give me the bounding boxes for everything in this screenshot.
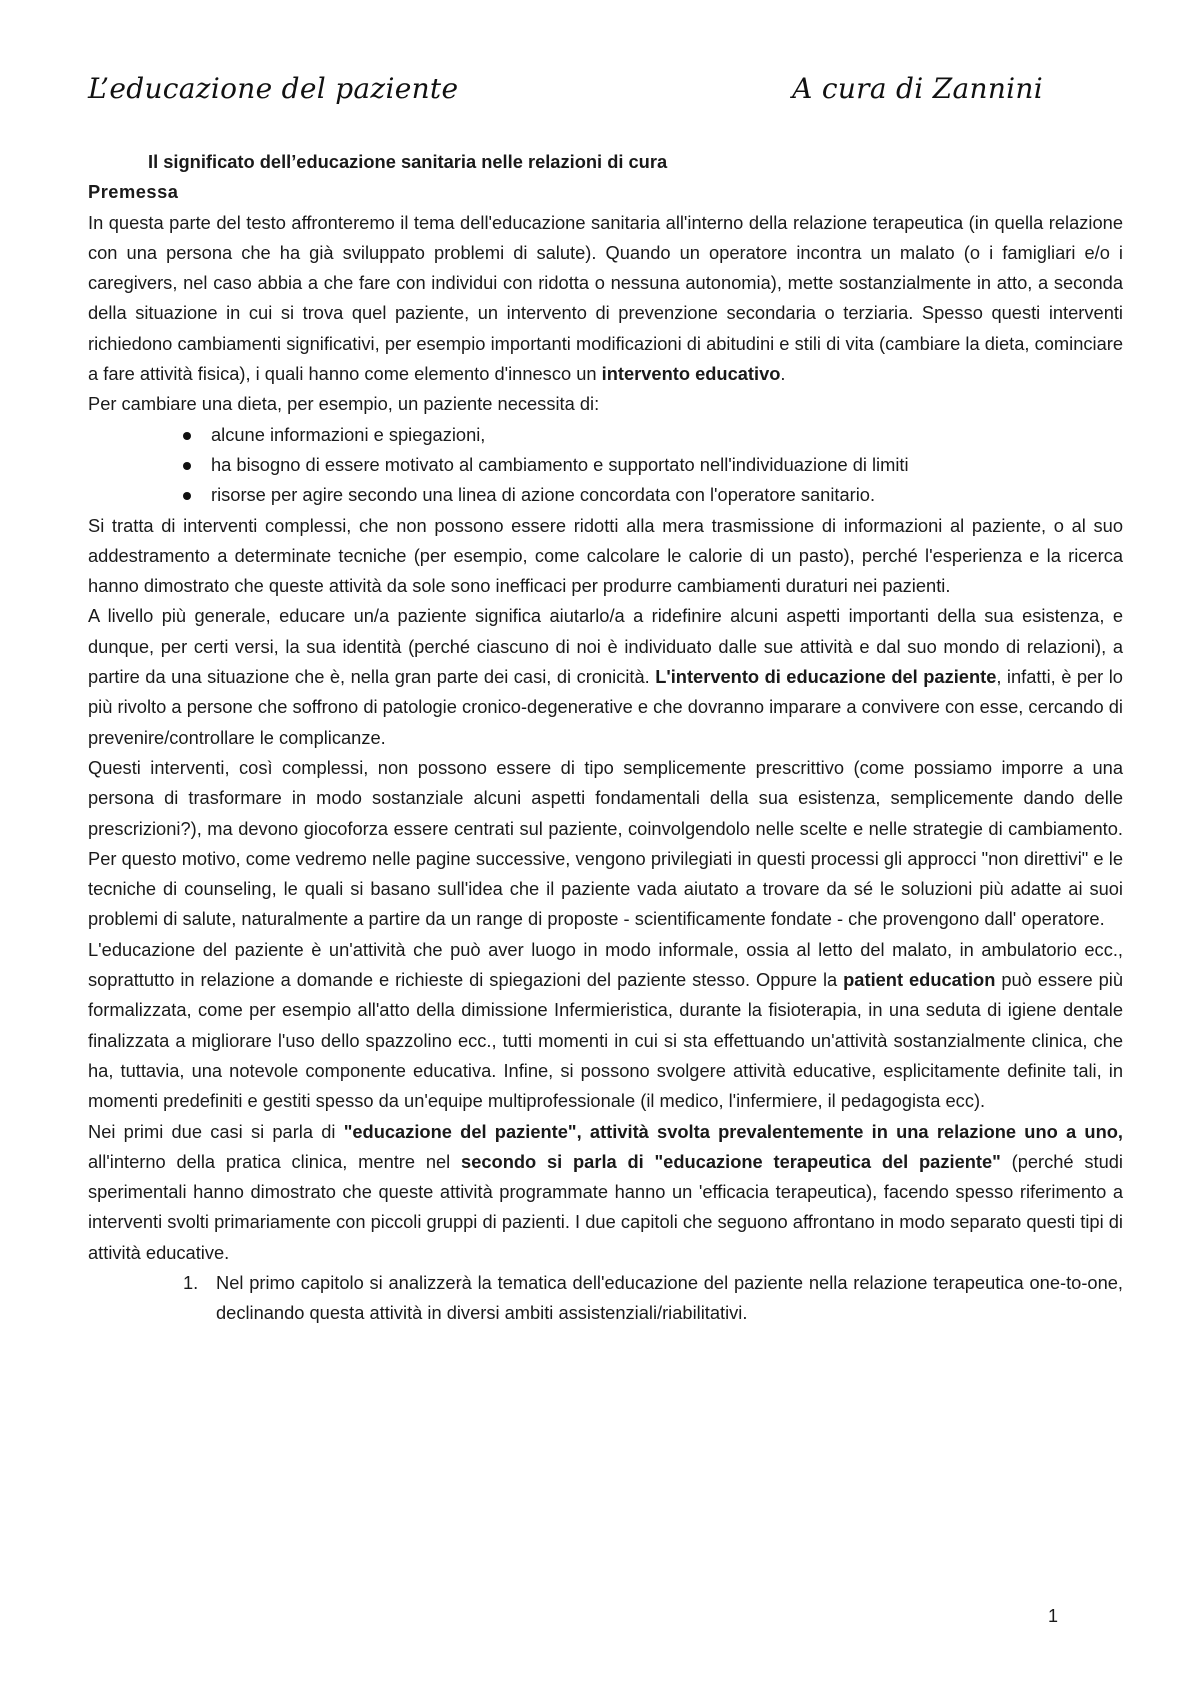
bold-text: "educazione del paziente", attività svolta prevalentemente in una relazione uno a uno, — [343, 1120, 1123, 1142]
document-author: A cura di Zannini — [792, 72, 1043, 105]
text-run: . — [780, 363, 786, 385]
text-run: può essere più formalizzata, come per esempio all'atto della dimissione Infermieristica, durante la fisioterapia, in una seduta di igiene dentale finalizzata a migliorare l'uso dello spazzolino ecc., tutti momenti in cui si sta effettuando un'attività sostanzialmente clinica, che ha, tuttavia, una notevole componente educativa. Infine, si possono svolgere attività educative, esplicitamente definite tali, in momenti predefiniti e gestiti spesso da un'equipe multiprofessionale (il medico, l'infermiere, il pedagogista ecc). — [88, 969, 1123, 1112]
bullet-icon — [183, 462, 191, 470]
paragraph-3: Si tratta di interventi complessi, che non possono essere ridotti alla mera trasmissione di informazioni al paziente, o al suo addestramento a determinate tecniche (per esempio, come calcolare le calorie di un pasto), perché l'esperienza e la ricerca hanno dimostrato che queste attività da sole sono inefficaci per produrre cambiamenti duraturi nei pazienti. — [88, 514, 1123, 597]
text-run: L'educazione del paziente è un'attività che può aver luogo in modo informale, ossia al letto del malato, in ambulatorio ecc., soprattutto in relazione a domande e richieste di spiegazioni del paziente stesso. Oppure la — [88, 938, 1123, 991]
subsection-heading: Premessa — [88, 181, 179, 203]
section-title: Il significato dell’educazione sanitaria nelle relazioni di cura — [148, 151, 668, 172]
list-item-text: risorse per agire secondo una linea di azione concordata con l'operatore sanitario. — [211, 484, 876, 506]
document-body — [88, 147, 1123, 1329]
paragraph-7 — [88, 1117, 1123, 1268]
list-item-text: ha bisogno di essere motivato al cambiamento e supportato nell'individuazione di limiti — [211, 453, 909, 475]
bold-text: intervento educativo — [601, 363, 781, 385]
paragraph-1 — [88, 208, 1123, 390]
text-run: In questa parte del testo affronteremo il tema dell'educazione sanitaria all'interno della relazione terapeutica (in quella relazione con una persona che ha già sviluppato problemi di salute). Quando un operatore incontra un malato (o i famigliari e/o i caregivers, nel caso abbia a che fare con individui con ridotta o nessuna autonomia), mette sostanzialmente in atto, a seconda della situazione in cui si trova quel paziente, un intervento di prevenzione secondaria o terziaria. Spesso questi interventi richiedono cambiamenti significativi, per esempio importanti modificazioni di abitudini e stili di vita (cambiare la dieta, cominciare a fare attività fisica), i quali hanno come elemento d'innesco un — [88, 211, 1123, 385]
list-item — [183, 480, 1123, 510]
paragraph-6 — [88, 935, 1123, 1117]
bold-text: secondo si parla di "educazione terapeutica del paziente" — [461, 1150, 1001, 1172]
bold-text: L'intervento di educazione del paziente — [655, 666, 997, 688]
paragraph-2: Per cambiare una dieta, per esempio, un paziente necessita di: — [88, 393, 600, 415]
text-run: , infatti, è per lo più rivolto a persone che soffrono di patologie cronico-degenerative e che dovranno imparare a convivere con esse, cercando di prevenire/controllare le complicanze. — [88, 666, 1123, 748]
text-run: all'interno della pratica clinica, mentre nel — [88, 1150, 462, 1172]
page-header — [88, 72, 1043, 116]
list-number: 1. — [183, 1271, 199, 1293]
numbered-list — [88, 1268, 1123, 1329]
list-item — [183, 450, 1123, 480]
text-run: Nei primi due casi si parla di — [88, 1120, 344, 1142]
paragraph-5: Questi interventi, così complessi, non possono essere di tipo semplicemente prescrittivo (come possiamo imporre a una persona di trasformare in modo sostanziale alcuni aspetti fondamentali della sua esistenza, semplicemente dando delle prescrizioni?), ma devono giocoforza essere centrati sul paziente, coinvolgendolo nelle scelte e nelle strategie di cambiamento. Per questo motivo, come vedremo nelle pagine successive, vengono privilegiati in questi processi gli approcci "non direttivi" e le tecniche di counseling, le quali si basano sull'idea che il paziente vada aiutato a trovare da sé le soluzioni più adatte ai suoi problemi di salute, naturalmente a partire da un range di proposte - scientificamente fondate - che provengono dall' operatore. — [88, 756, 1123, 930]
bullet-list — [88, 420, 1123, 511]
document-title: L’educazione del paziente — [88, 72, 459, 105]
list-item-text: Nel primo capitolo si analizzerà la tematica dell'educazione del paziente nella relazione terapeutica one-to-one, declinando questa attività in diversi ambiti assistenziali/riabilitativi. — [216, 1271, 1123, 1324]
bullet-icon — [183, 492, 191, 500]
bold-text: patient education — [843, 969, 996, 991]
list-item — [183, 1268, 1123, 1329]
page-number: 1 — [1048, 1606, 1059, 1626]
list-item — [183, 420, 1123, 450]
text-run: A livello più generale, educare un/a paziente significa aiutarlo/a a ridefinire alcuni aspetti importanti della sua esistenza, e dunque, per certi versi, la sua identità (perché ciascuno di noi è individuato dalle sue attività e dal suo mondo di relazioni), a partire da una situazione che è, nella gran parte dei casi, di cronicità. — [88, 605, 1123, 688]
list-item-text: alcune informazioni e spiegazioni, — [211, 423, 486, 445]
bullet-icon — [183, 432, 191, 440]
paragraph-4 — [88, 601, 1123, 752]
text-run: (perché studi sperimentali hanno dimostrato che queste attività programmate hanno un 'efficacia terapeutica), facendo spesso riferimento a interventi svolti primariamente con piccoli gruppi di pazienti. I due capitoli che seguono affrontano in modo separato questi tipi di attività educative. — [88, 1150, 1123, 1263]
